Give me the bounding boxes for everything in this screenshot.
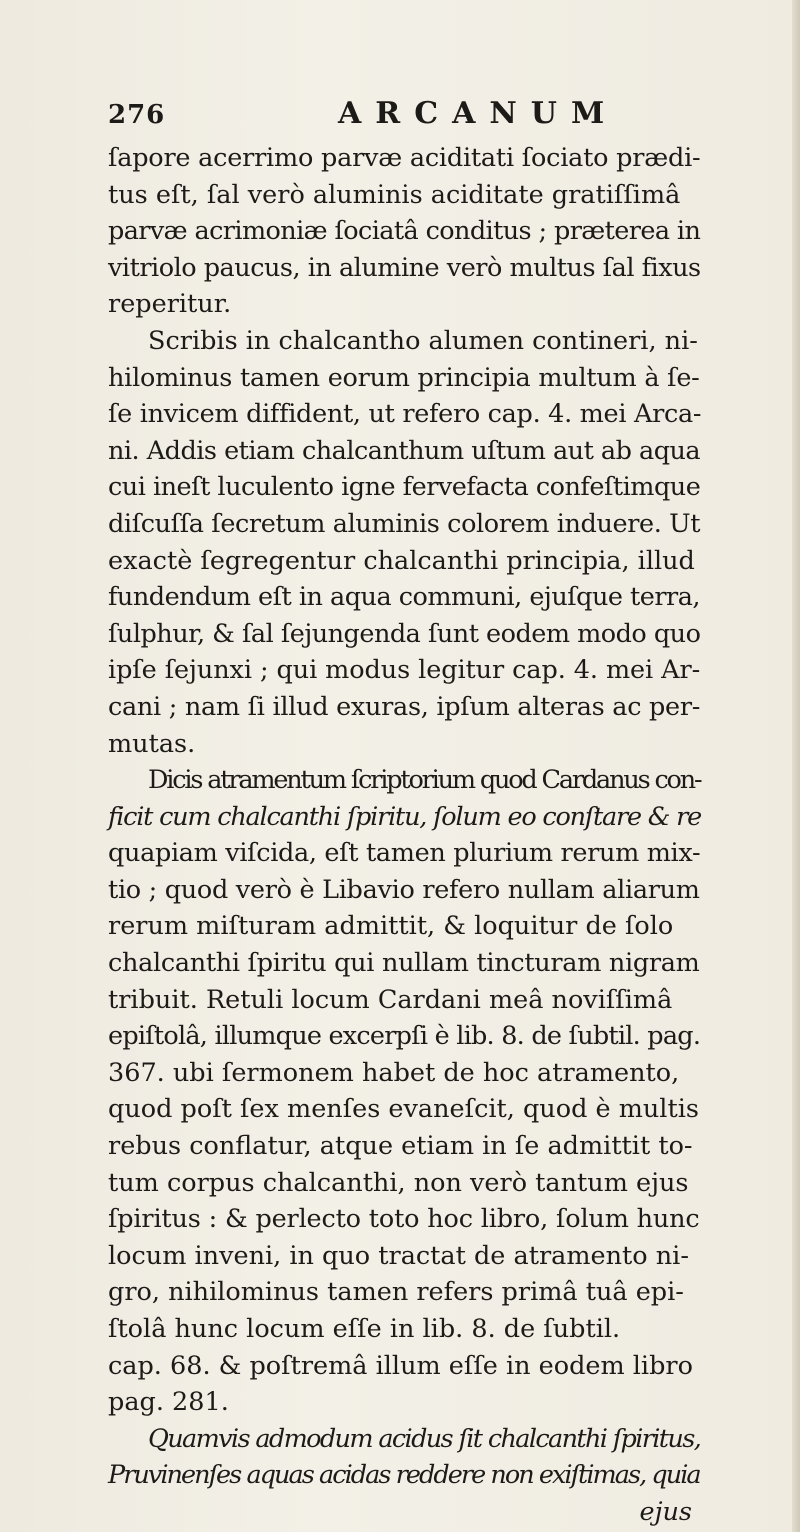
text-line: ſtolâ hunc locum eſſe in lib. 8. de ſubtil. [108, 1314, 621, 1344]
text-line: locum inveni, in quo tractat de atramento ni- [108, 1240, 689, 1271]
text-line: tus eſt, ſal verò aluminis aciditate gratiſſimâ [108, 179, 681, 210]
text-line: diſcuſſa ſecretum aluminis colorem induere. Ut [108, 508, 701, 539]
text-line: gro, nihilominus tamen refers primâ tuâ epi- [108, 1277, 684, 1308]
text-line: tio ; quod verò è Libavio refero nullam aliarum [108, 874, 700, 905]
text-line: Pruvinenſes aquas acidas reddere non exiſtimas, quia [108, 1460, 700, 1491]
text-line: chalcanthi ſpiritu qui nullam tincturam nigram [108, 948, 700, 979]
page-edge-shadow [792, 0, 800, 1532]
running-head: ARCANUM [338, 96, 619, 131]
text-line: tribuit. Retuli locum Cardani meâ noviſſimâ [108, 984, 673, 1015]
text-line: epiſtolâ, illumque excerpſi è lib. 8. de ſubtil. pag. [108, 1021, 701, 1052]
text-line: Scribis in chalcantho alumen contineri, ni- [148, 325, 698, 356]
text-line: ſapore acerrimo parvæ aciditati ſociato prædi- [108, 143, 701, 173]
text-line: cui ineſt luculento igne fervefacta confeſtimque [108, 472, 701, 503]
body-text [108, 140, 700, 1531]
page-header [108, 96, 698, 140]
text-line: parvæ acrimoniæ ſociatâ conditus ; præterea in [108, 216, 701, 247]
text-line: Quamvis admodum acidus ſit chalcanthi ſpiritus, [148, 1423, 701, 1454]
text-line: rerum miſturam admittit, & loquitur de ſolo [108, 911, 674, 942]
text-line: ſe invicem diffident, ut refero cap. 4. mei Arca- [108, 399, 702, 430]
text-line: vitriolo paucus, in alumine verò multus ſal fixus [108, 252, 701, 283]
text-line: Dicis atramentum ſcriptorium quod Cardanus con- [148, 765, 701, 796]
text-line: cap. 68. & poſtremâ illum eſſe in eodem libro [108, 1350, 693, 1381]
text-line: hilominus tamen eorum principia multum à ſe- [108, 362, 700, 393]
text-line: quapiam viſcida, eſt tamen plurium rerum mix- [108, 838, 701, 869]
text-line: reperitur. [108, 289, 232, 320]
text-line: ficit cum chalcanthi ſpiritu, ſolum eo conſtare & re [108, 801, 702, 832]
text-line: quod poſt ſex menſes evaneſcit, quod è multis [108, 1094, 699, 1125]
text-line: exactè ſegregentur chalcanthi principia, illud [108, 545, 695, 576]
text-line: ni. Addis etiam chalcanthum uſtum aut ab aqua [108, 435, 701, 466]
text-line: ſulphur, & ſal ſejungenda ſunt eodem modo quo [108, 618, 701, 649]
text-line: 367. ubi ſermonem habet de hoc atramento, [108, 1057, 680, 1088]
text-line: ipſe ſejunxi ; qui modus legitur cap. 4. mei Ar- [108, 655, 701, 686]
text-line: rebus conflatur, atque etiam in ſe admittit to- [108, 1131, 693, 1162]
catchword: ejus [639, 1496, 692, 1527]
text-line: tum corpus chalcanthi, non verò tantum ejus [108, 1167, 689, 1198]
text-line: pag. 281. [108, 1387, 229, 1418]
text-line: cani ; nam ſi illud exuras, ipſum alteras ac per- [108, 691, 701, 722]
text-line: ſpiritus : & perlecto toto hoc libro, ſolum hunc [108, 1204, 700, 1235]
page-number: 276 [108, 100, 166, 130]
text-line: mutas. [108, 728, 196, 759]
text-line: fundendum eſt in aqua communi, ejuſque terra, [108, 582, 701, 613]
